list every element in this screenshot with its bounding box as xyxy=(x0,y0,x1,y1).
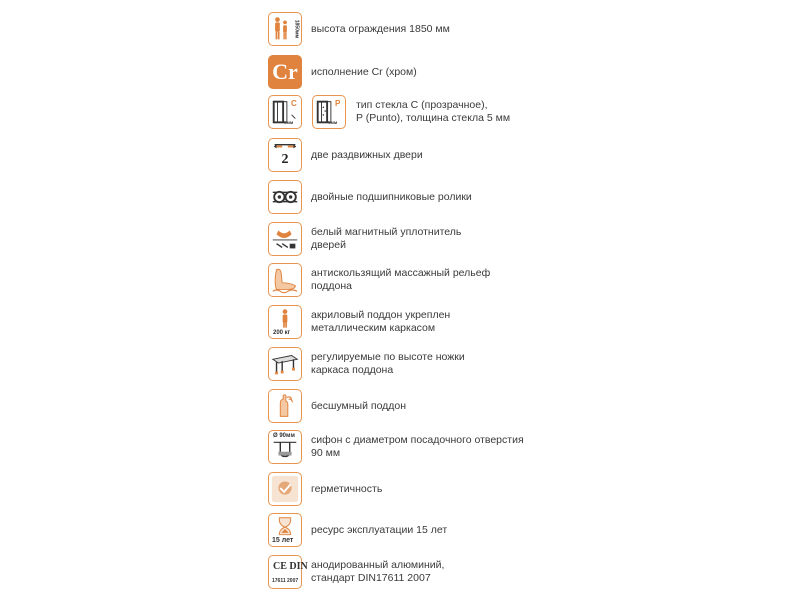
glass-p-letter: P xyxy=(335,99,341,108)
glass-c-letter: C xyxy=(291,99,297,108)
cr-icon-text: Cr xyxy=(272,59,298,84)
feature-lifespan xyxy=(268,513,568,551)
feature-siphon xyxy=(268,430,568,468)
magnetic-seal-icon xyxy=(268,222,302,256)
adjustable-legs-icon xyxy=(268,347,302,381)
feature-acrylic-tray xyxy=(268,305,568,343)
feature-label: тип стекла C (прозрачное), xyxy=(356,99,488,111)
feature-label: металлическим каркасом xyxy=(311,322,436,334)
feature-label: 90 мм xyxy=(311,447,341,459)
feature-label: ресурс эксплуатации 15 лет xyxy=(311,524,448,536)
feature-label: высота ограждения 1850 мм xyxy=(311,23,450,35)
foot-massage-relief-icon xyxy=(268,263,302,297)
feature-hermetic xyxy=(268,472,568,510)
feature-ce-din xyxy=(268,555,568,593)
glass-mm-text: 5мм xyxy=(284,120,294,125)
feature-adjustable-legs xyxy=(268,347,568,385)
feature-label: белый магнитный уплотнитель xyxy=(311,226,462,238)
feature-silent-tray xyxy=(268,389,568,427)
height-icon-text: 1850мм xyxy=(293,19,300,39)
lifespan-text: 15 лет xyxy=(272,537,294,544)
ce-din-mark: CE DIN xyxy=(273,561,308,572)
feature-glass xyxy=(268,95,568,133)
glass-punto-icon xyxy=(312,95,346,129)
feature-height xyxy=(268,12,568,50)
feature-massage-relief xyxy=(268,263,568,301)
feature-label: P (Punto), толщина стекла 5 мм xyxy=(356,112,511,124)
din-standard-text: 17611 2007 xyxy=(272,578,299,584)
feature-rollers xyxy=(268,180,568,218)
glass-mm-text: 5мм xyxy=(328,120,338,125)
person-height-icon xyxy=(268,12,302,46)
ce-din-standard-icon xyxy=(268,555,308,589)
feature-label: стандарт DIN17611 2007 xyxy=(311,572,431,584)
feature-label: анодированный алюминий, xyxy=(311,559,445,571)
feature-label: регулируемые по высоте ножки xyxy=(311,351,465,363)
feature-label: поддона xyxy=(311,280,353,292)
chrome-cr-icon xyxy=(268,55,302,89)
feature-label: бесшумный поддон xyxy=(311,400,407,412)
feature-sliding-doors xyxy=(268,138,568,176)
siphon-diameter-text: Ø 90мм xyxy=(273,433,295,439)
tray-weight-text: 200 кг xyxy=(273,330,291,336)
feature-label: дверей xyxy=(311,239,346,251)
feature-label: две раздвижных двери xyxy=(311,149,423,161)
sliding-doors-icon xyxy=(268,138,302,172)
lifespan-hourglass-icon xyxy=(268,513,302,547)
feature-label: исполнение Cr (хром) xyxy=(311,66,417,78)
feature-label: герметичность xyxy=(311,483,383,495)
acrylic-tray-weight-icon xyxy=(268,305,302,339)
feature-label: акриловый поддон укреплен xyxy=(311,309,451,321)
feature-chrome xyxy=(268,55,568,93)
feature-label: сифон с диаметром посадочного отверстия xyxy=(311,434,524,446)
silent-tray-icon xyxy=(268,389,302,423)
double-bearing-rollers-icon xyxy=(268,180,302,214)
siphon-diameter-icon xyxy=(268,430,302,464)
feature-label: антискользящий массажный рельеф xyxy=(311,267,491,279)
feature-label: двойные подшипниковые ролики xyxy=(311,191,472,203)
feature-magnetic-seal xyxy=(268,222,568,260)
hermetic-icon xyxy=(268,472,302,506)
glass-type-icon xyxy=(268,95,302,129)
feature-label: каркаса поддона xyxy=(311,364,394,376)
door-count-text: 2 xyxy=(281,152,289,167)
